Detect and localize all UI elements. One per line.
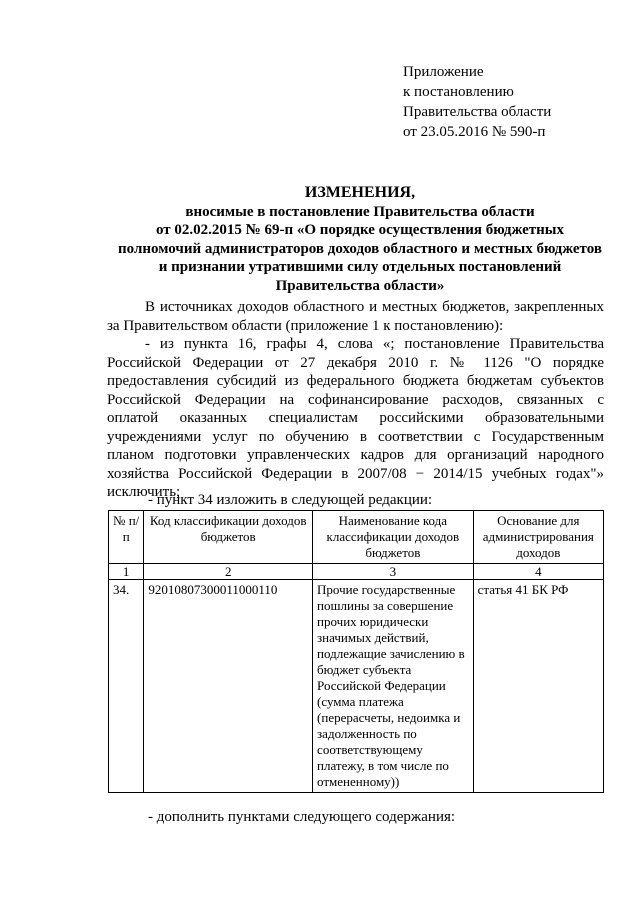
header-cell-number: № п/п — [109, 511, 144, 564]
column-number: 1 — [109, 564, 144, 580]
paragraph-line: предоставления субсидий из федерального бюджета бюджетам субъектов — [107, 373, 604, 389]
paragraph-line: - из пункта 16, графы 4, слова «; постановление Правительства — [145, 336, 604, 352]
paragraph-line: Российской Федерации от 27 декабря 2010 г. № 1126 "О порядке — [107, 354, 604, 371]
header-cell-code: Код классификации доходов бюджетов — [144, 511, 313, 564]
paragraph-line: планом подготовки управленческих кадров для организаций народного — [107, 447, 604, 463]
title-line: полномочий администраторов доходов областного и местных бюджетов — [118, 240, 602, 257]
paragraph-line: оплатой оказанных специалистам российскими образовательными — [107, 410, 604, 426]
paragraph-line: исключить; — [107, 484, 181, 500]
appendix-line: от 23.05.2016 № 590-п — [403, 124, 546, 140]
header-cell-name: Наименование кода классификации доходов бюджетов — [313, 511, 474, 564]
table-header-row — [109, 511, 604, 564]
income-codes-table — [108, 510, 604, 793]
paragraph-intro — [107, 298, 604, 502]
appendix-line: к постановлению — [403, 84, 514, 100]
table-column-numbers-row — [109, 564, 604, 580]
paragraph-line: В источниках доходов областного и местных бюджетов, закрепленных — [145, 299, 604, 315]
title-line: от 02.02.2015 № 69-п «О порядке осуществления бюджетных — [155, 222, 565, 238]
title-line: ИЗМЕНЕНИЯ, — [304, 184, 416, 201]
paragraph-line: учреждениями услуг по обучению в соответствии с Государственным — [107, 428, 604, 445]
column-number: 2 — [144, 564, 313, 580]
paragraph-item-34: - пункт 34 изложить в следующей редакции: — [148, 492, 433, 508]
table-row — [109, 580, 604, 793]
row-code: 92010807300011000110 — [144, 580, 313, 793]
header-cell-basis: Основание для администрирования доходов — [473, 511, 603, 564]
title-line: и признании утратившими силу отдельных постановлений — [158, 259, 562, 275]
title-line: вносимые в постановление Правительства области — [185, 203, 535, 220]
appendix-line: Приложение — [403, 64, 484, 80]
column-number: 3 — [313, 564, 474, 580]
title-line: Правительства области» — [275, 277, 445, 294]
appendix-line: Правительства области — [403, 104, 552, 120]
column-number: 4 — [473, 564, 603, 580]
paragraph-line: Российской Федерации на софинансирование расходов, связанных с — [107, 391, 604, 408]
paragraph-line: за Правительством области (приложение 1 к постановлению): — [107, 317, 504, 334]
paragraph-add-items: - дополнить пунктами следующего содержания: — [148, 809, 456, 825]
appendix-header — [403, 62, 551, 142]
row-number: 34. — [109, 580, 144, 793]
row-name: Прочие государственные пошлины за совершение прочих юридически значимых действий, подлежащие зачислению в бюджет субъекта Российской Федерации (сумма платежа (перерасчеты, недоимка и задолженность по соответствующему платежу, в том числе по отмененному)) — [313, 580, 474, 793]
paragraph-line: хозяйства Российской Федерации в 2007/08 − 2014/15 учебных годах"» — [107, 465, 604, 482]
document-title — [100, 184, 620, 295]
row-basis: статья 41 БК РФ — [473, 580, 603, 793]
